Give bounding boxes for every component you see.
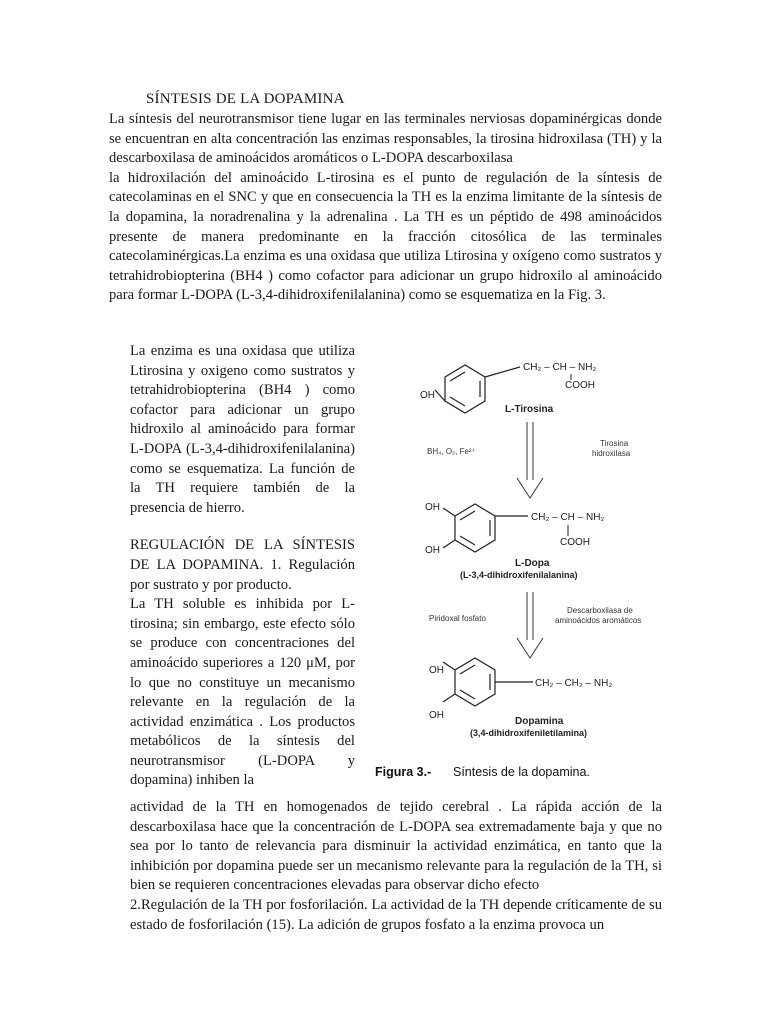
- ldopa-structure: [443, 504, 528, 552]
- bottom-section: [130, 798, 662, 935]
- bottom-paragraph-1: actividad de la TH en homogenados de tejido cerebral . La rápida acción de la descarboxilasa hace que la concentración de L-DOPA sea extremadamente baja y que no sea por lo tanto de relevancia para disminuir la actividad enzimática, en tanto que la inhibición por dopamina puede ser un mecanismo relevante para la regulación de la TH, si bien se requieren concentraciones elevadas para observar dicho efecto: [130, 799, 662, 894]
- step1-enzyme-line1: Tirosina: [600, 439, 629, 448]
- synthesis-figure: [365, 340, 665, 790]
- arrow-step-2: [517, 592, 543, 658]
- dopamine-oh-top: OH: [429, 665, 444, 676]
- enzyme-paragraph: La enzima es una oxidasa que utiliza Ltirosina y oxigeno como sustratos y tetrahidrobiopterina (BH4 ) como cofactor para adicionar un grupo hidroxilo al aminoácido para formar L-DOPA (L-3,4-dihidroxifenilalanina) como se esquematiza. La función de la TH requiere también de la presencia de hierro.: [130, 343, 355, 516]
- intro-paragraph-2: la hidroxilación del aminoácido L-tirosina es el punto de regulación de la síntesis de catecolaminas en el SNC y que en consecuencia la TH es la enzima limitante de la síntesis de la dopamina, la noradrenalina y la adrenalina . La TH es un péptido de 498 aminoácidos presente de manera predominante en la fracción citosólica de las terminales catecolaminérgicas.La enzima es una oxidasa que utiliza Ltirosina y oxígeno como sustratos y tetrahidrobiopterina (BH4 ) como cofactor para adicionar un grupo hidroxilo al aminoácido para formar L-DOPA (L-3,4-dihidroxifenilalanina) como se esquematiza en la Fig. 3.: [109, 169, 662, 304]
- ldopa-cooh-label: COOH: [560, 537, 590, 548]
- ldopa-oh-top: OH: [425, 502, 440, 513]
- tyrosine-oh-label: OH: [420, 390, 435, 401]
- dopamine-chain-label: CH₂ – CH₂ – NH₂: [535, 678, 613, 689]
- step1-enzyme-line2: hidroxilasa: [592, 449, 631, 458]
- synthesis-diagram: [365, 340, 665, 790]
- ldopa-oh-bottom: OH: [425, 545, 440, 556]
- step2-cofactor: Piridoxal fosfato: [429, 614, 486, 623]
- tyrosine-name: L-Tirosina: [505, 404, 554, 415]
- step2-enzyme-line1: Descarboxilasa de: [567, 606, 633, 615]
- tyrosine-cooh-label: COOH: [565, 380, 595, 391]
- step2-enzyme-line2: aminoácidos aromáticos: [555, 616, 642, 625]
- figure-caption-text: Síntesis de la dopamina.: [453, 765, 590, 779]
- left-column: [130, 342, 355, 791]
- step1-cofactors: BH₄, O₂, Fe²⁺: [427, 447, 476, 456]
- intro-section: [109, 110, 662, 306]
- tyrosine-chain-label: CH₂ – CH – NH₂: [523, 362, 597, 373]
- dopamine-oh-bottom: OH: [429, 710, 444, 721]
- figure-caption-label: Figura 3.-: [375, 765, 432, 779]
- dopamine-structure: [443, 658, 533, 706]
- regulation-paragraph: La TH soluble es inhibida por L-tirosina; sin embargo, este efecto sólo se produce con concentraciones del aminoácido superiores a 120 μM, por lo que no constituye un mecanismo relevante en la regulación de la actividad enzimática . Los productos metabólicos de la síntesis del neurotransmisor (L-DOPA y dopamina) inhiben la: [130, 596, 355, 789]
- ldopa-fullname: (L-3,4-dihidroxifenilalanina): [460, 570, 578, 580]
- document-title: SÍNTESIS DE LA DOPAMINA: [146, 91, 345, 107]
- dopamine-name: Dopamina: [515, 716, 564, 727]
- bottom-paragraph-2: 2.Regulación de la TH por fosforilación. La actividad de la TH depende críticamente de su estado de fosforilación (15). La adición de grupos fosfato a la enzima provoca un: [130, 896, 662, 933]
- ldopa-chain-label: CH₂ – CH – NH₂: [531, 512, 605, 523]
- regulation-heading: REGULACIÓN DE LA SÍNTESIS DE LA DOPAMINA. 1. Regulación por sustrato y por producto.: [130, 537, 355, 593]
- dopamine-fullname: (3,4-dihidroxifeniletilamina): [470, 728, 588, 738]
- arrow-step-1: [517, 422, 543, 498]
- intro-paragraph-1: La síntesis del neurotransmisor tiene lugar en las terminales nerviosas dopaminérgicas donde se encuentran en alta concentración las enzimas responsables, la tirosina hidroxilasa (TH) y la descarboxilasa de aminoácidos aromáticos o L-DOPA descarboxilasa: [109, 111, 662, 167]
- ldopa-name: L-Dopa: [515, 558, 550, 569]
